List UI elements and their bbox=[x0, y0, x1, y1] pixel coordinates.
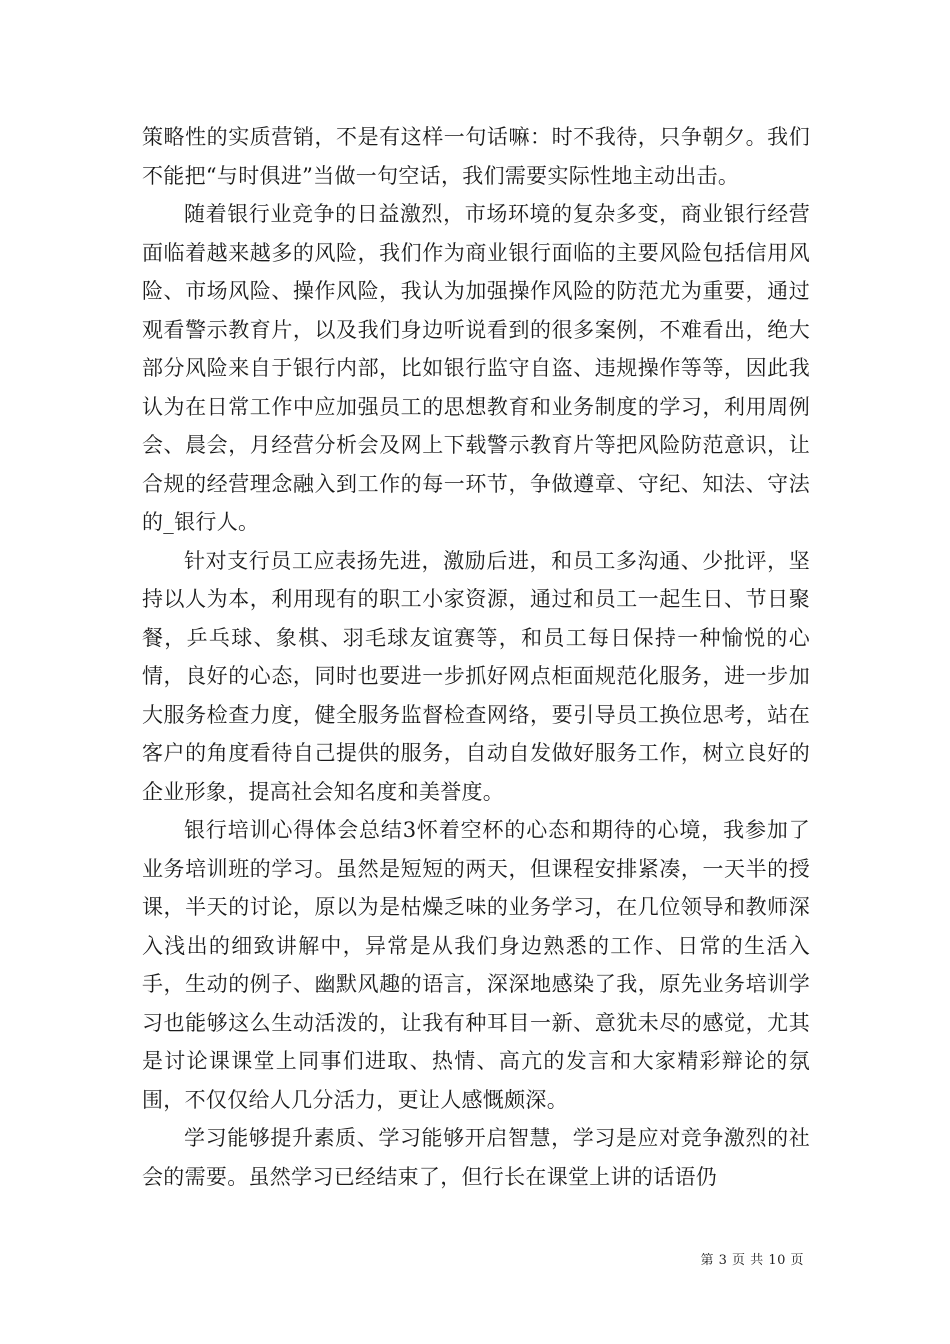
paragraph-3: 针对支行员工应表扬先进，激励后进，和员工多沟通、少批评，坚持以人为本，利用现有的职工小家资源，通过和员工一起生日、节日聚餐，乒乓球、象棋、羽毛球友谊赛等，和员工每日保持一种愉悦的心情，良好的心态，同时也要进一步抓好网点柜面规范化服务，进一步加大服务检查力度，健全服务监督检查网络，要引导员工换位思考，站在客户的角度看待自己提供的服务，自动自发做好服务工作，树立良好的企业形象，提高社会知名度和美誉度。 bbox=[142, 548, 810, 804]
document-body bbox=[142, 118, 810, 1196]
paragraph-2: 随着银行业竞争的日益激烈，市场环境的复杂多变，商业银行经营面临着越来越多的风险，我们作为商业银行面临的主要风险包括信用风险、市场风险、操作风险，我认为加强操作风险的防范尤为重要，通过观看警示教育片，以及我们身边听说看到的很多案例，不难看出，绝大部分风险来自于银行内部，比如银行监守自盗、违规操作等等，因此我认为在日常工作中应加强员工的思想教育和业务制度的学习，利用周例会、晨会，月经营分析会及网上下载警示教育片等把风险防范意识，让合规的经营理念融入到工作的每一环节，争做遵章、守纪、知法、守法的_银行人。 bbox=[142, 202, 810, 534]
paragraph-1: 策略性的实质营销，不是有这样一句话嘛：时不我待，只争朝夕。我们不能把“与时俱进”当做一句空话，我们需要实际性地主动出击。 bbox=[142, 125, 810, 188]
page-number-footer: 第 3 页 共 10 页 bbox=[700, 1253, 804, 1268]
paragraph-5: 学习能够提升素质、学习能够开启智慧，学习是应对竞争激烈的社会的需要。虽然学习已经结束了，但行长在课堂上讲的话语仍 bbox=[142, 1126, 810, 1189]
paragraph-4: 银行培训心得体会总结3怀着空杯的心态和期待的心境，我参加了业务培训班的学习。虽然是短短的两天，但课程安排紧凑，一天半的授课，半天的讨论，原以为是枯燥乏味的业务学习，在几位领导和教师深入浅出的细致讲解中，异常是从我们身边熟悉的工作、日常的生活入手，生动的例子、幽默风趣的语言，深深地感染了我，原先业务培训学习也能够这么生动活泼的，让我有种耳目一新、意犹未尽的感觉，尤其是讨论课课堂上同事们进取、热情、高亢的发言和大家精彩辩论的氛围，不仅仅给人几分活力，更让人感慨颇深。 bbox=[142, 818, 810, 1112]
